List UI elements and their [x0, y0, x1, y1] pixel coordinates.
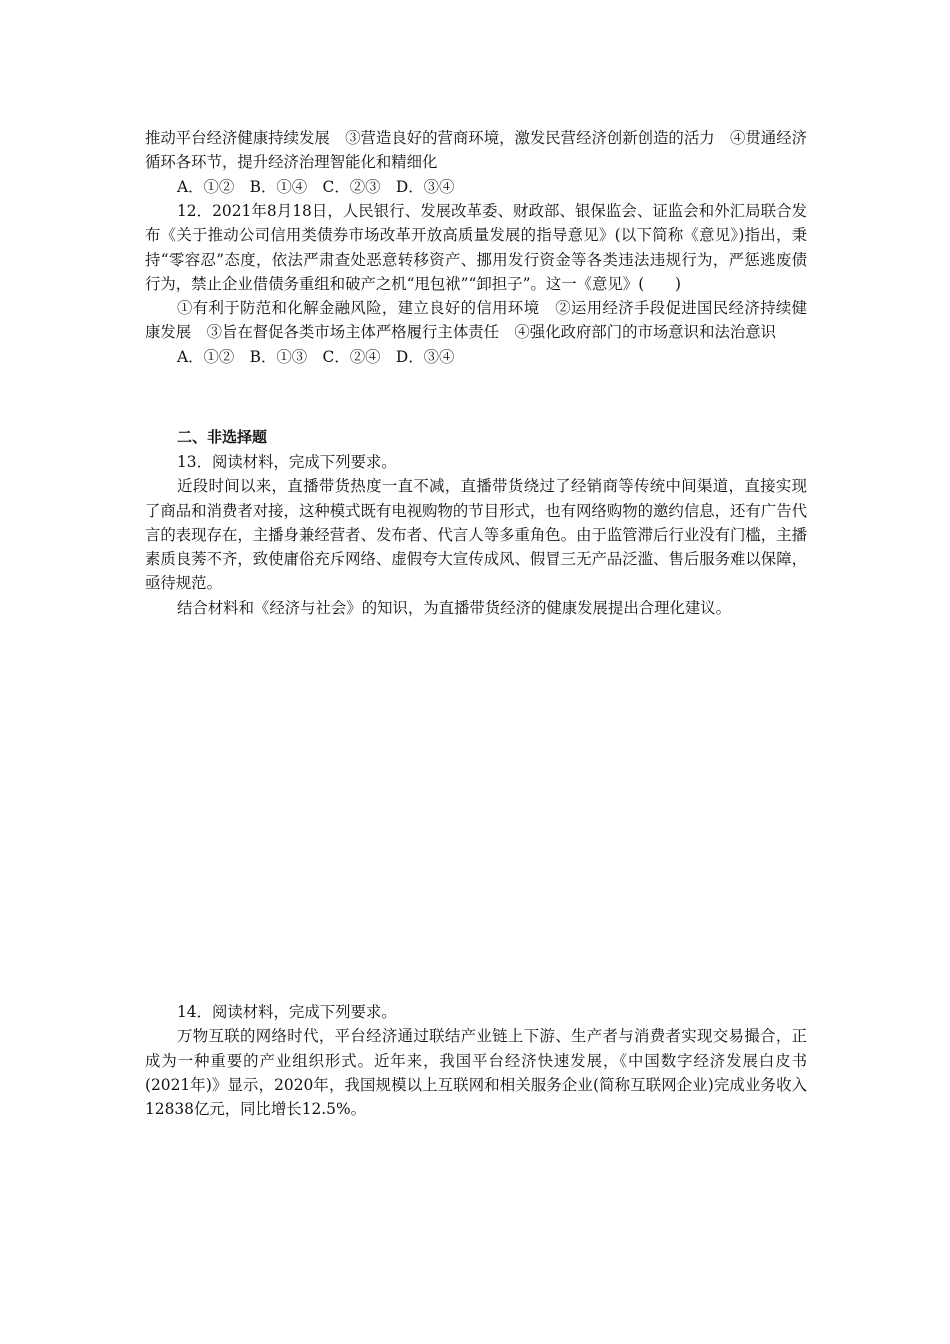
q12-stem: 12．2021年8月18日，人民银行、发展改革委、财政部、银保监会、证监会和外汇局联合发布《关于推动公司信用类债券市场改革开放高质量发展的指导意见》(以下简称《意见》)指出，秉持“零容忍”态度，依法严肃查处恶意转移资产、挪用发行资金等各类违法违规行为，严惩逃废债行为，禁止企业借债务重组和破产之机“甩包袱”“卸担子”。这一《意见》( ) [145, 202, 807, 293]
q12-choices: ①有利于防范和化解金融风险，建立良好的信用环境 ②运用经济手段促进国民经济持续健康发展 ③旨在督促各类市场主体严格履行主体责任 ④强化政府部门的市场意识和法治意识 [145, 299, 807, 342]
question-13 [145, 450, 807, 620]
q11-options: A．①② B．①④ C．②③ D．③④ [177, 177, 455, 196]
q11-choices: 推动平台经济健康持续发展 ③营造良好的营商环境，激发民营经济创新创造的活力 ④贯通经济循环各环节，提升经济治理智能化和精细化 [145, 129, 807, 172]
question-12 [145, 199, 807, 369]
section-2-title: 二、非选择题 [177, 428, 268, 446]
question-14 [145, 1000, 807, 1121]
q13-stem: 13．阅读材料，完成下列要求。 [177, 453, 397, 471]
q13-material: 近段时间以来，直播带货热度一直不减，直播带货绕过了经销商等传统中间渠道，直接实现了商品和消费者对接，这种模式既有电视购物的节目形式，也有网络购物的邀约信息，还有广告代言的表现存在，主播身兼经营者、发布者、代言人等多重角色。由于监管滞后行业没有门槛，主播素质良莠不齐，致使庸俗充斥网络、虚假夸大宣传成风、假冒三无产品泛滥、售后服务难以保障，亟待规范。 [145, 477, 807, 593]
q13-task: 结合材料和《经济与社会》的知识，为直播带货经济的健康发展提出合理化建议。 [177, 598, 732, 617]
q12-options: A．①② B．①③ C．②④ D．③④ [177, 347, 455, 366]
question-11-tail [145, 126, 807, 199]
section-2 [145, 425, 807, 449]
q14-material: 万物互联的网络时代，平台经济通过联结产业链上下游、生产者与消费者实现交易撮合，正成为一种重要的产业组织形式。近年来，我国平台经济快速发展，《中国数字经济发展白皮书(2021年)》显示，2020年，我国规模以上互联网和相关服务企业(简称互联网企业)完成业务收入12838亿元，同比增长12.5%。 [145, 1027, 807, 1119]
q14-stem: 14．阅读材料，完成下列要求。 [177, 1003, 397, 1021]
